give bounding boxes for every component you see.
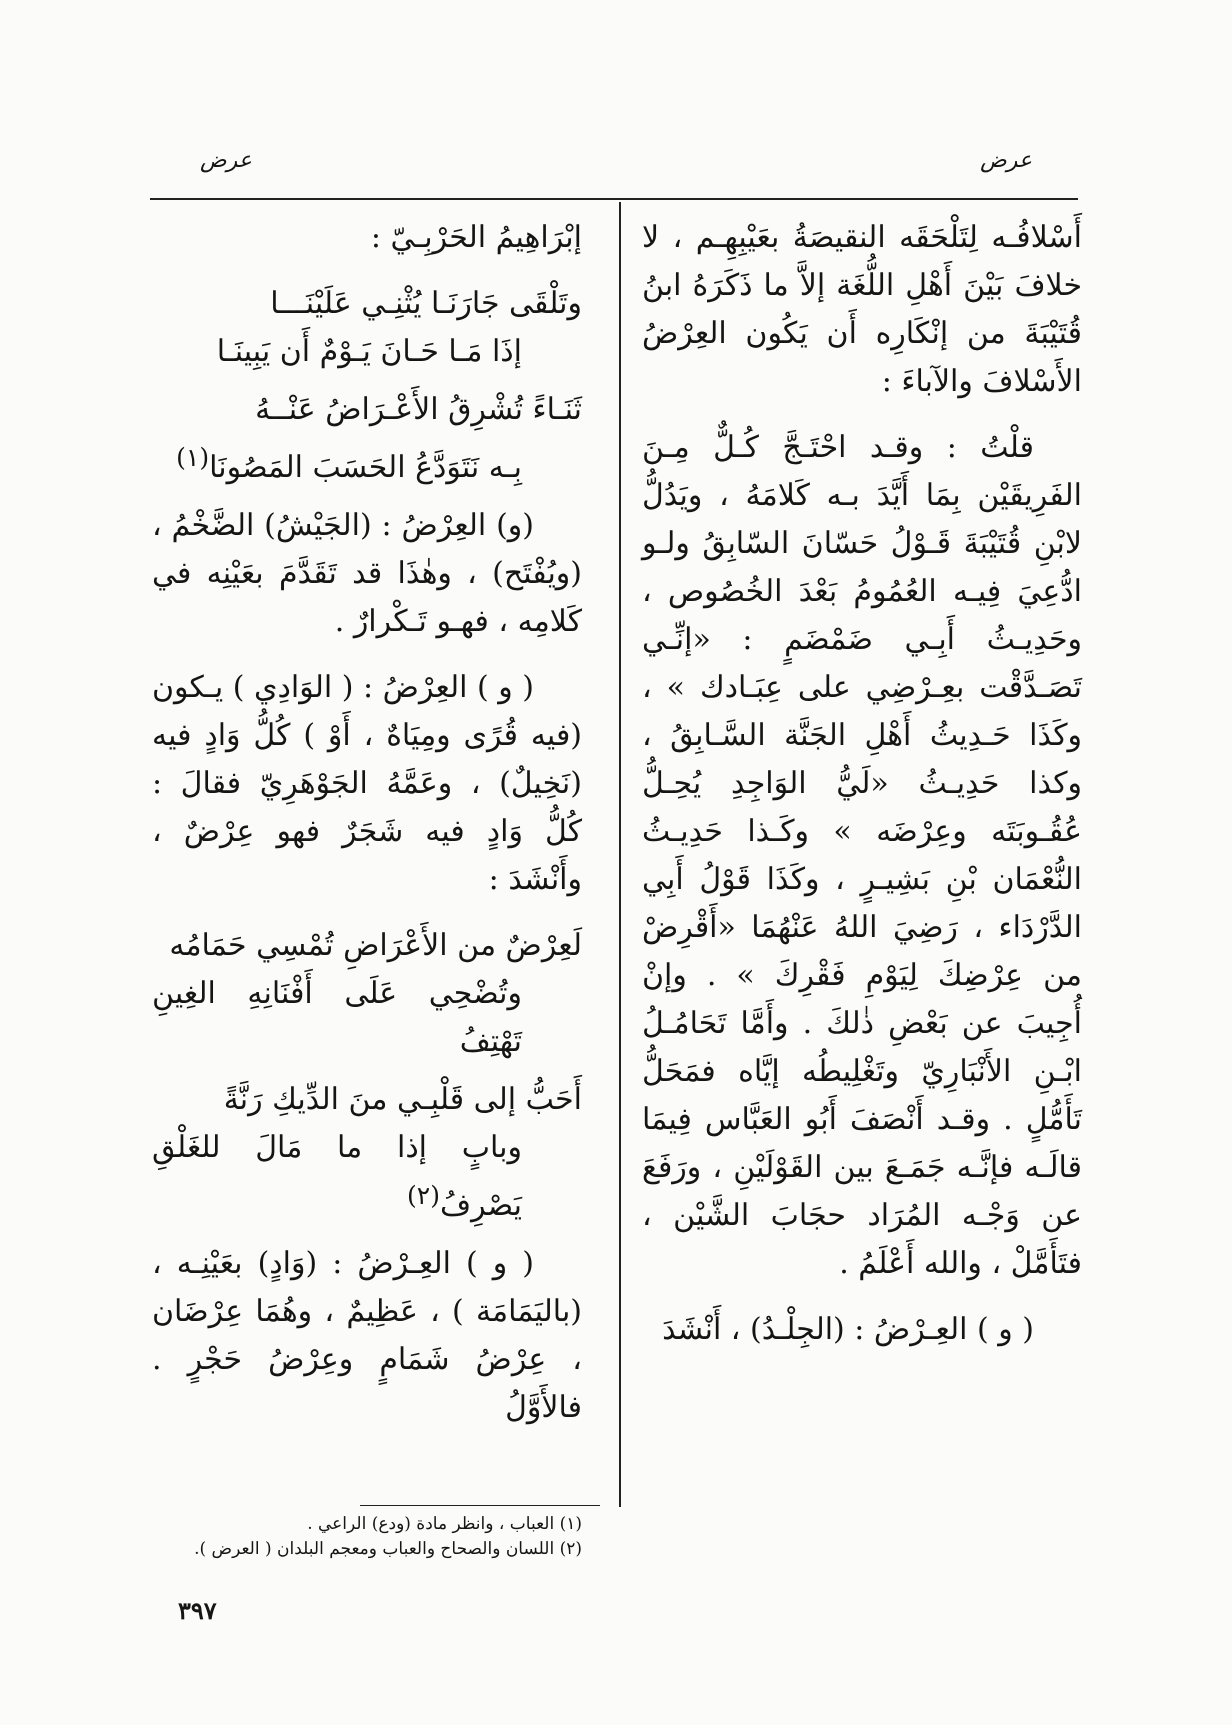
verse-hemistich: إذَا مَـا حَـانَ يَـوْمٌ أَن يَبِينَـا — [216, 334, 522, 369]
right-column — [642, 214, 1082, 1372]
verse-intro: إبْرَاهِيمُ الحَرْبِـيّ : — [370, 220, 582, 255]
verse-hemistich — [152, 434, 582, 492]
verse-hemistich: لَعِرْضٌ من الأَعْرَاضِ تُمْسِي حَمَامُه — [169, 928, 582, 963]
footnote: (١) العباب ، وانظر مادة (ودع) الراعي . — [307, 1514, 582, 1534]
verse — [152, 280, 582, 376]
verse-hemistich: وتُضْحِي عَلَى أَفْنَانِهِ الغِينِ تَهْتِفُ — [152, 976, 522, 1059]
verse-hemistich: وتَلْقَى جَارَنَـا يُثْنِـي عَلَيْنَـــا — [270, 286, 582, 321]
verse — [152, 1076, 582, 1230]
left-column — [152, 214, 582, 1450]
paragraph: ( و ) العِـرْضُ : (وَادٍ) بعَيْنِـه ، (باليَمَامَة ) ، عَظِيمٌ ، وهُمَا عِرْضَان ، عِرْضُ شَمَامٍ وعِرْضُ حَجْرٍ . فالأَوَّلُ — [152, 1246, 582, 1425]
page-number: ٣٩٧ — [178, 1596, 217, 1625]
verse-hemistich: ثَنَـاءً تُشْرِقُ الأَعْـرَاضُ عَنْــهُ — [255, 392, 582, 427]
running-header-right: عرض — [980, 148, 1032, 173]
verse-text: وبابٍ إذا ما مَالَ للغَلْقِ يَصْرِفُ — [152, 1130, 522, 1223]
running-header-left: عرض — [200, 148, 252, 173]
verse — [152, 386, 582, 492]
column-divider — [619, 202, 621, 1507]
paragraph: قلْتُ : وقـد احْتَـجَّ كُـلٌّ مِـنَ الفَرِيقَيْن بِمَا أَيَّدَ بـه كَلامَهُ ، ويَدُلُّ لابْنِ قُتَيْبَةَ قَـوْلُ حَسّانَ السّابِقُ ولـو ادُّعِيَ فِيـه العُمُومُ بَعْدَ الخُصُوص ، وحَدِيـثُ أَبِـي ضَمْضَمٍ : «إنِّـي تَصَـدَّقْت بعِـرْضِي على عِبَـادك » ، وكَذَا حَـدِيثُ أَهْلِ الجَنَّة السَّـابِقُ ، وكذا حَدِيـثُ «لَيُّ الوَاجِدِ يُحِـلُّ عُقُـوبَتَه وعِرْضَه » وكَـذا حَدِيـثُ النُّعْمَان بْنِ بَشِيـرٍ ، وكَذَا قَوْلُ أَبِي الدَّرْدَاء ، رَضِيَ اللهُ عَنْهُمَا «أَقْرِضْ من عِرْضِكَ لِيَوْمِ فَقْرِكَ » . وإنْ أُجِيبَ عن بَعْضِ ذٰلكَ . وأَمَّا تَحَامُـلُ ابْـنِ الأَنْبَارِيّ وتَغْلِيطُه إيَّاه فمَحَلُّ تَأَمُّلٍ . وقـد أَنْصَفَ أَبُو العَبَّاس فِيمَا قالَـه فإنَّـه جَمَـعَ بين القَوْلَيْنِ ، ورَفَعَ عن وَجْـه المُرَاد حجَابَ الشَّيْن ، فتَأَمَّلْ ، والله أَعْلَمُ . — [642, 430, 1082, 1281]
footnote-rule — [360, 1505, 600, 1506]
verse — [152, 922, 582, 1066]
footnote-marker: (٢) — [407, 1181, 440, 1210]
paragraph: ( و ) العِرْضُ : ( الوَادِي ) يـكون (فيه قُرًى ومِيَاهٌ ، أَوْ ) كُلُّ وَادٍ فيه (نَخِيلٌ) ، وعَمَّهُ الجَوْهَرِيّ فقالَ : كُلُّ وَادٍ فيه شَجَرٌ فهو عِرْضٌ ، وأَنْشَدَ : — [152, 670, 582, 897]
paragraph: (و) العِرْضُ : (الجَيْشُ) الضَّخْمُ ، (ويُفْتَح) ، وهٰذَا قد تَقَدَّمَ بعَيْنِه في كَلامِه ، فهـو تَـكْرارٌ . — [152, 508, 582, 639]
paragraph: أَسْلافُـه لِتَلْحَقَه النقيصَةُ بعَيْبِهِـم ، لا خلافَ بَيْنَ أَهْلِ اللُّغَة إلاَّ ما ذَكَرَهُ ابنُ قُتَيْبَةَ من إنْكَارِه أَن يَكُون العِرْضُ الأَسْلافَ والآباءَ : — [642, 220, 1082, 399]
footnote: (٢) اللسان والصحاح والعباب ومعجم البلدان ( العرض ). — [194, 1539, 582, 1559]
header-rule — [150, 198, 1078, 200]
verse-hemistich — [152, 1124, 582, 1230]
footnotes — [152, 1512, 582, 1562]
paragraph: ( و ) العِـرْضُ : (الجِلْـدُ) ، أَنْشَدَ — [662, 1312, 1034, 1347]
verse-text: بِـه نَتَوَدَّعُ الحَسَبَ المَصُونَا — [209, 450, 522, 485]
verse-hemistich: أَحَبُّ إلى قَلْبِـي منَ الدِّيكِ رَنَّةً — [223, 1082, 582, 1117]
footnote-marker: (١) — [176, 443, 210, 472]
